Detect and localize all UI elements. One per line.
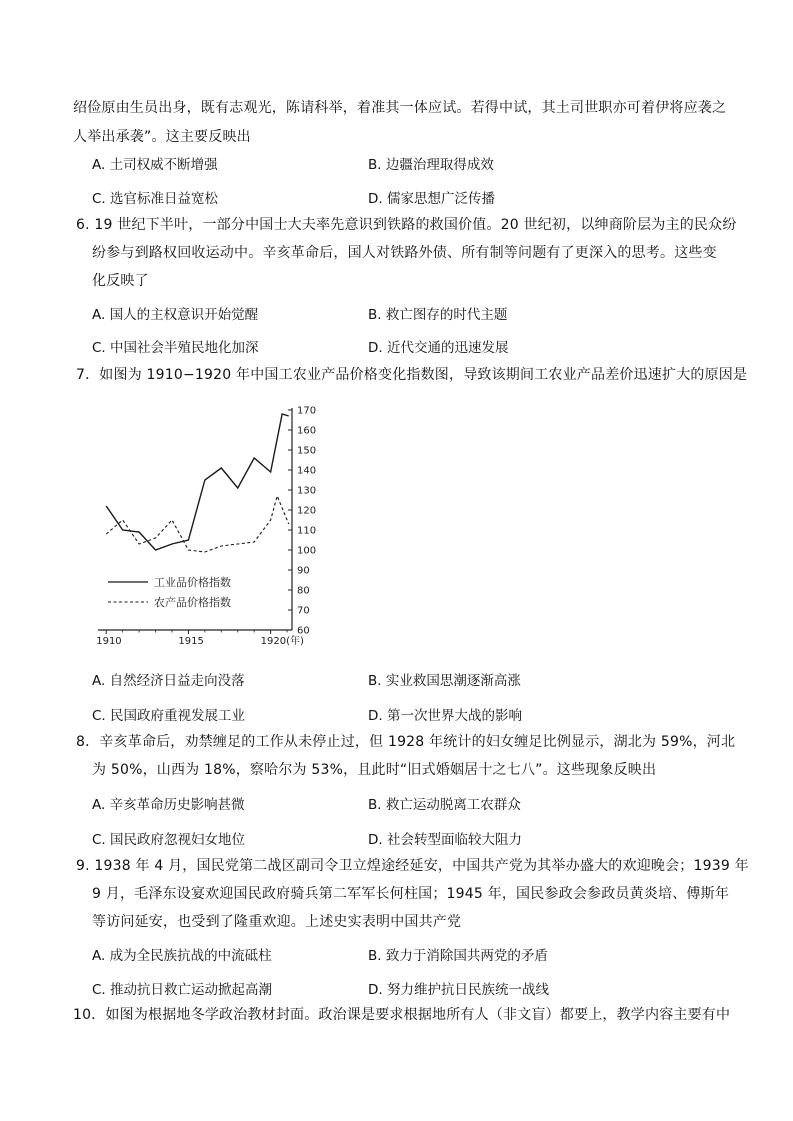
y-tick-label: 160	[297, 425, 317, 437]
q8-option-c: C. 国民政府忽视妇女地位	[92, 832, 246, 848]
q6-option-b: B. 救亡图存的时代主题	[368, 307, 508, 323]
q9-option-c: C. 推动抗日救亡运动掀起高潮	[92, 982, 273, 998]
q7-option-b: B. 实业救国思潮逐渐高涨	[368, 673, 521, 689]
q5-option-b: B. 边疆治理取得成效	[368, 157, 494, 173]
question-7-text: 7．如图为 1910−1920 年中国工农业产品价格变化指数图，导致该期间工农业产品差价迅速扩大的原因是	[76, 367, 748, 383]
question-9-text-line-1: 9. 1938 年 4 月，国民党第二战区副司令卫立煌途经延安，中国共产党为其举办盛大的欢迎晚会；1939 年	[76, 858, 749, 874]
q7-option-d: D. 第一次世界大战的影响	[368, 708, 522, 724]
q6-option-d: D. 近代交通的迅速发展	[368, 340, 509, 356]
q8-option-b: B. 救亡运动脱离工农群众	[368, 797, 521, 813]
x-tick-label: 1920(年)	[260, 636, 304, 647]
y-tick-label: 140	[297, 465, 317, 477]
y-tick-label: 170	[297, 405, 317, 417]
q8-option-a: A. 辛亥革命历史影响甚微	[92, 797, 245, 813]
industrial-price-line	[106, 414, 288, 550]
question-5-text-line-1: 绍俭原由生员出身，既有志观光，陈请科举，着准其一体应试。若得中试，其土司世职亦可着伊将应袭之	[73, 100, 727, 116]
y-tick-label: 90	[297, 565, 310, 577]
x-tick-label: 1910	[96, 636, 122, 647]
q9-option-a: A. 成为全民族抗战的中流砥柱	[92, 948, 272, 964]
q5-option-c: C. 选官标准日益宽松	[92, 191, 219, 207]
y-tick-label: 130	[297, 485, 317, 497]
y-tick-label: 110	[297, 525, 317, 537]
question-6-text-line-2: 纷参与到路权回收运动中。辛亥革命后，国人对铁路外债、所有制等问题有了更深入的思考。这些变	[92, 245, 717, 261]
question-5-text-line-2: 人举出承袭”。这主要反映出	[73, 129, 251, 145]
q7-option-c: C. 民国政府重视发展工业	[92, 708, 246, 724]
y-tick-label: 120	[297, 505, 317, 517]
y-tick-label: 70	[297, 605, 310, 617]
q9-option-b: B. 致力于消除国共两党的矛盾	[368, 948, 548, 964]
y-tick-label: 100	[297, 545, 317, 557]
y-tick-label: 80	[297, 585, 310, 597]
q6-option-c: C. 中国社会半殖民地化加深	[92, 340, 259, 356]
question-9-text-line-2: 9 月，毛泽东设宴欢迎国民政府骑兵第二军军长何柱国；1945 年，国民参政会参政员黄炎培、傅斯年	[92, 886, 730, 902]
x-tick-label: 1915	[178, 636, 204, 647]
q5-option-a: A. 土司权威不断增强	[92, 157, 218, 173]
question-8-text-line-2: 为 50%，山西为 18%，察哈尔为 53%，且此时“旧式婚姻居十之七八”。这些现象反映出	[92, 762, 657, 778]
q9-option-d: D. 努力维护抗日民族统一战线	[368, 982, 549, 998]
legend-industrial-label: 工业品价格指数	[154, 576, 231, 589]
y-tick-label: 150	[297, 445, 317, 457]
y-tick-label: 60	[297, 625, 310, 637]
q6-option-a: A. 国人的主权意识开始觉醒	[92, 307, 259, 323]
legend-agricultural-label: 农产品价格指数	[154, 596, 231, 609]
question-6-text-line-1: 6. 19 世纪下半叶，一部分中国士大夫率先意识到铁路的救国价值。20 世纪初，以绅商阶层为主的民众纷	[76, 217, 737, 233]
q8-option-d: D. 社会转型面临较大阻力	[368, 832, 522, 848]
question-10-text: 10．如图为根据地冬学政治教材封面。政治课是要求根据地所有人（非文盲）都要上，教学内容主要有中	[73, 1007, 731, 1023]
question-6-text-line-3: 化反映了	[92, 273, 149, 289]
q7-option-a: A. 自然经济日益走向没落	[92, 673, 245, 689]
q5-option-d: D. 儒家思想广泛传播	[368, 191, 495, 207]
question-9-text-line-3: 等访问延安，也受到了隆重欢迎。上述史实表明中国共产党	[92, 914, 462, 930]
question-8-text-line-1: 8．辛亥革命后，劝禁缠足的工作从未停止过，但 1928 年统计的妇女缠足比例显示，湖北为 59%，河北	[76, 734, 736, 750]
price-index-chart	[92, 392, 342, 654]
